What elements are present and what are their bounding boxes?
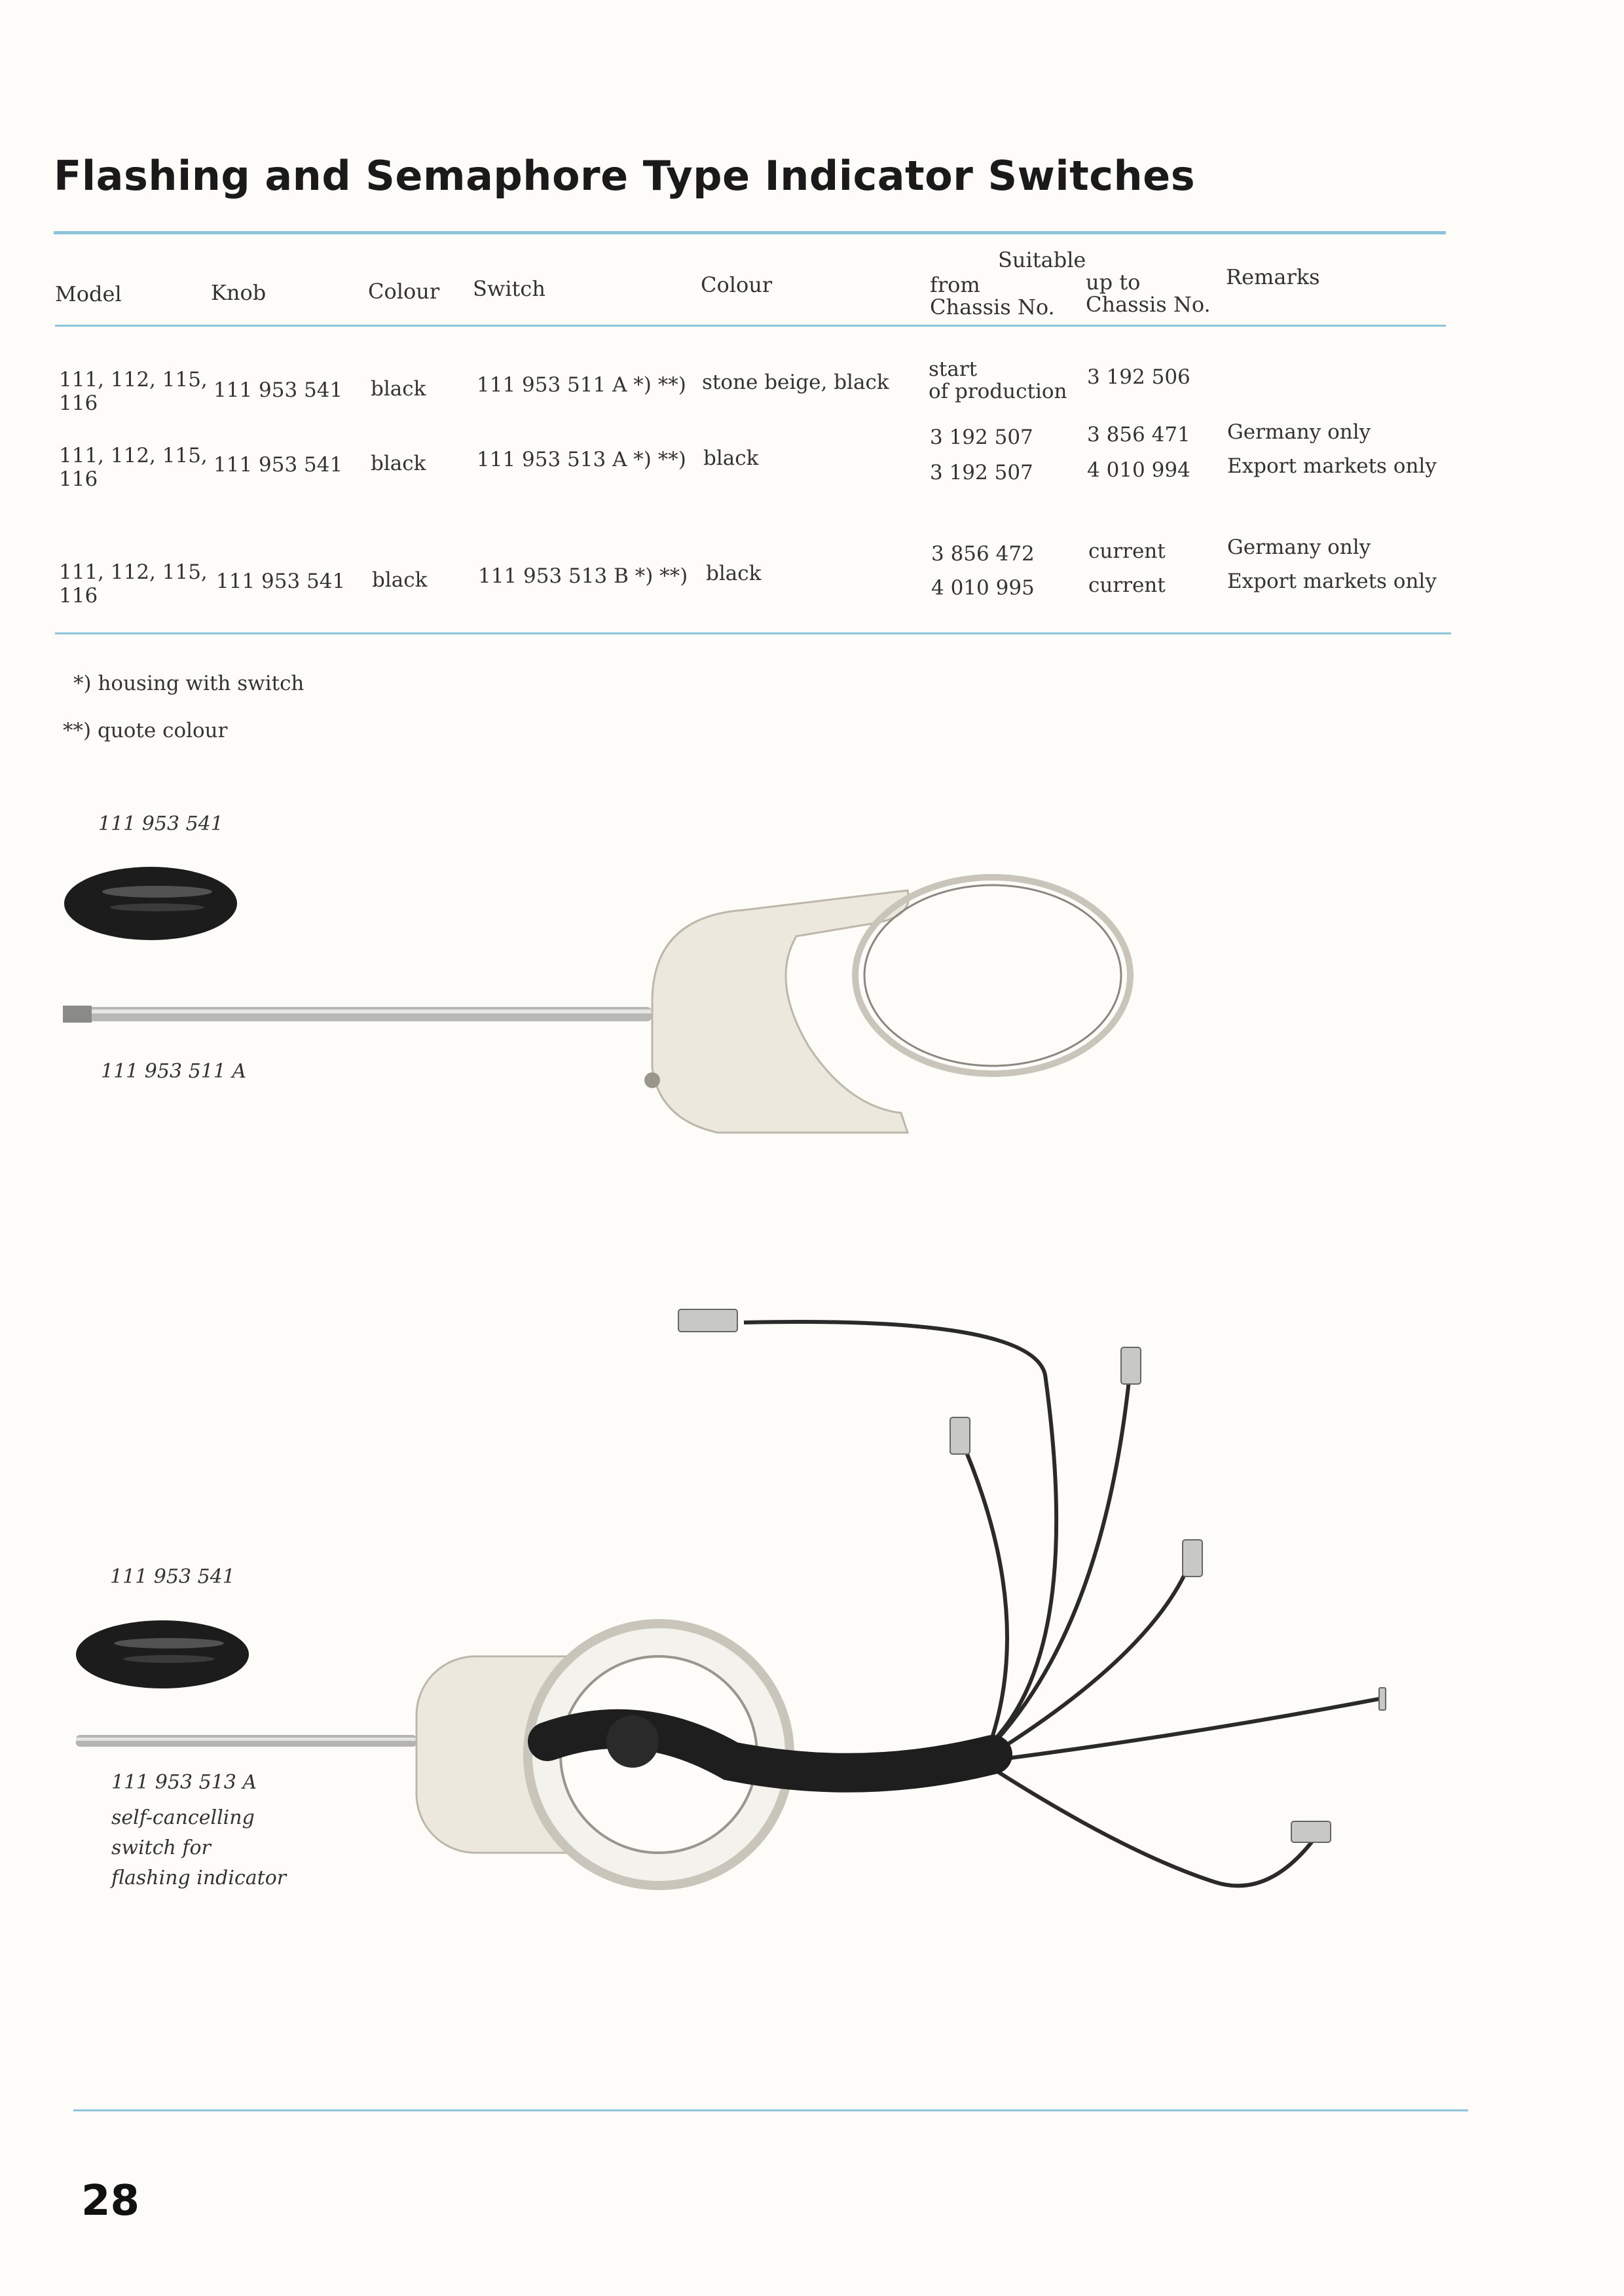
row-knob: 111 953 541 <box>213 378 343 402</box>
row-switch: 111 953 511 A *) **) <box>477 373 686 397</box>
figure2-knob-label: 111 953 541 <box>110 1565 235 1588</box>
row-model-line2: 116 <box>59 467 98 491</box>
row-model-line2: 116 <box>59 392 98 415</box>
row-switch-colour: black <box>703 446 759 470</box>
row-from-a: 3 856 472 <box>931 542 1035 566</box>
figure2-caption-line1: self-cancelling <box>111 1806 255 1829</box>
header-suitable: Suitable <box>998 247 1086 272</box>
figure2-caption-line2: switch for <box>111 1836 211 1859</box>
header-switch: Switch <box>473 276 545 301</box>
row-colour: black <box>372 568 428 592</box>
figure2-caption-line3: flashing indicator <box>111 1867 287 1889</box>
table-bottom-rule <box>55 632 1451 634</box>
row-knob: 111 953 541 <box>216 570 346 593</box>
row-from-line2: of production <box>929 380 1067 403</box>
semaphore-switch-image <box>63 877 1084 1139</box>
figure1-switch-label: 111 953 511 A <box>101 1060 247 1083</box>
title-rule <box>54 231 1446 234</box>
row-from-b: 3 192 507 <box>930 461 1033 484</box>
row-remarks-b: Export markets only <box>1227 570 1437 593</box>
header-from-1: from <box>930 272 980 297</box>
figure1-knob-label: 111 953 541 <box>98 812 223 835</box>
row-switch: 111 953 513 B *) **) <box>478 564 688 588</box>
row-colour: black <box>371 377 426 401</box>
page-number: 28 <box>81 2177 140 2225</box>
row-model-line1: 111, 112, 115, <box>59 368 208 392</box>
self-cancelling-switch-image <box>76 1290 1386 1918</box>
row-model-line2: 116 <box>59 584 98 608</box>
footnote-housing: *) housing with switch <box>73 672 304 695</box>
row-colour: black <box>371 452 426 475</box>
row-switch: 111 953 513 A *) **) <box>477 448 686 471</box>
row-upto-b: 4 010 994 <box>1087 458 1190 482</box>
row-remarks-b: Export markets only <box>1227 454 1437 478</box>
row-from-a: 3 192 507 <box>930 426 1033 449</box>
row-upto-a: 3 856 471 <box>1087 423 1190 446</box>
page-title: Flashing and Semaphore Type Indicator Switches <box>54 152 1196 200</box>
row-upto-b: current <box>1088 574 1166 597</box>
row-remarks-a: Germany only <box>1227 536 1371 559</box>
header-switch-colour: Colour <box>701 272 773 297</box>
header-from-2: Chassis No. <box>930 295 1055 319</box>
row-from-b: 4 010 995 <box>931 576 1035 600</box>
header-knob: Knob <box>211 280 267 305</box>
row-model-line1: 111, 112, 115, <box>59 560 208 584</box>
header-remarks: Remarks <box>1226 264 1320 289</box>
row-upto: 3 192 506 <box>1087 365 1190 389</box>
header-rule <box>55 325 1446 327</box>
header-colour: Colour <box>368 279 440 304</box>
row-knob: 111 953 541 <box>213 453 343 477</box>
row-from-line1: start <box>929 357 978 381</box>
header-model: Model <box>55 282 122 306</box>
footnote-colour: **) quote colour <box>63 719 228 742</box>
figure2-switch-label: 111 953 513 A <box>111 1771 257 1794</box>
row-switch-colour: black <box>706 562 762 585</box>
header-upto-1: up to <box>1086 270 1141 295</box>
row-remarks-a: Germany only <box>1227 420 1371 444</box>
row-upto-a: current <box>1088 539 1166 563</box>
header-upto-2: Chassis No. <box>1086 292 1211 317</box>
row-switch-colour: stone beige, black <box>702 371 889 394</box>
row-model-line1: 111, 112, 115, <box>59 444 208 467</box>
footer-rule <box>73 2109 1468 2111</box>
